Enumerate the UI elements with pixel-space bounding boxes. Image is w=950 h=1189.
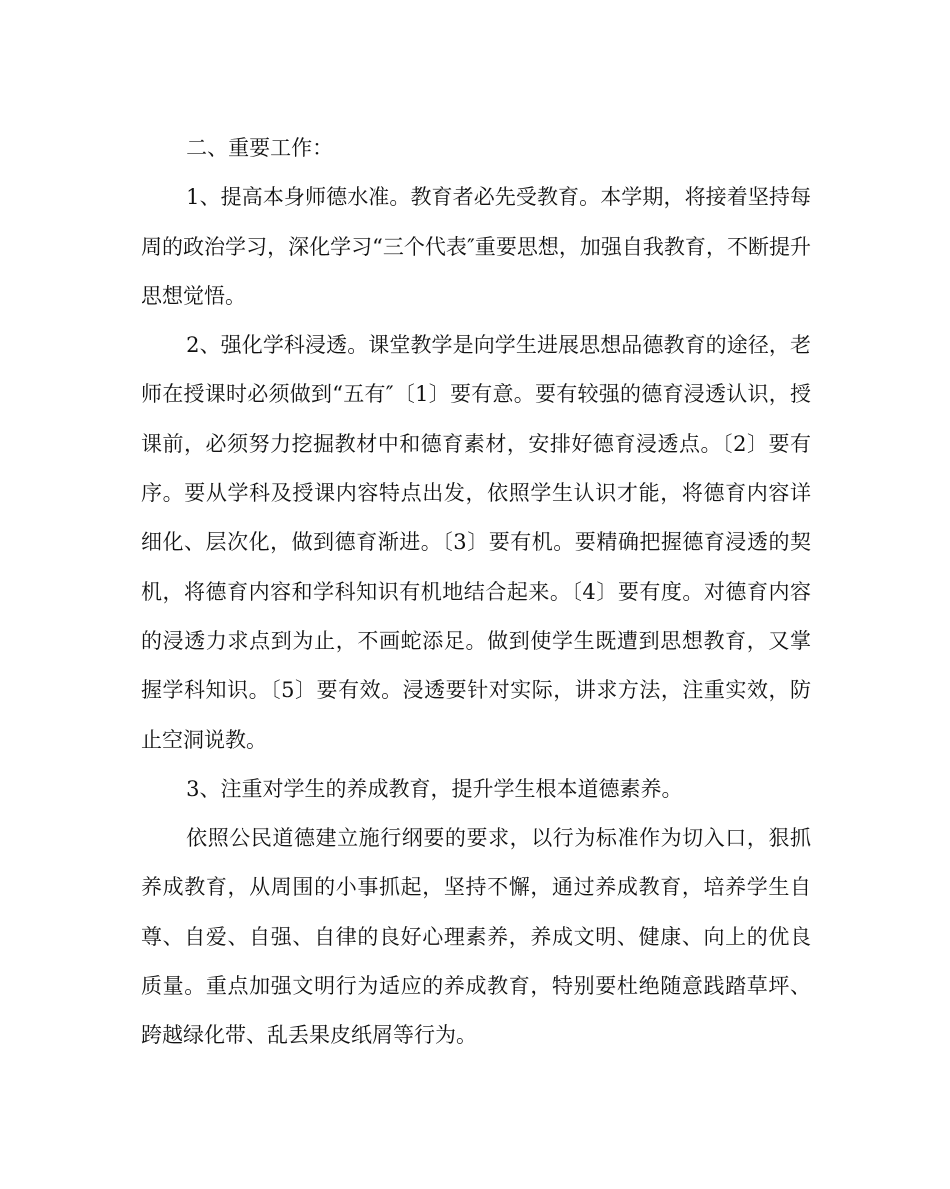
document-body	[141, 124, 811, 1061]
paragraph-item-3-heading: 3、注重对学生的养成教育，提升学生根本道德素养。	[186, 776, 683, 801]
paragraph-item-1: 1、提高本身师德水准。教育者必先受教育。本学期，将接着坚持每周的政治学习，深化学习“三个代表″重要思想，加强自我教育，不断提升思想觉悟。	[141, 185, 811, 308]
paragraph-item-3-body: 依照公民道德建立施行纲要的要求，以行为标准作为切入口，狠抓养成教育，从周围的小事抓起，坚持不懈，通过养成教育，培养学生自尊、自爱、自强、自律的良好心理素养，养成文明、健康、向上的优良质量。重点加强文明行为适应的养成教育，特别要杜绝随意践踏草坪、跨越绿化带、乱丢果皮纸屑等行为。	[141, 826, 811, 1048]
section-heading: 二、重要工作：	[186, 136, 334, 160]
paragraph-item-2: 2、强化学科浸透。课堂教学是向学生进展思想品德教育的途径，老师在授课时必须做到“五有″〔1〕要有意。要有较强的德育浸透认识，授课前，必须努力挖掘教材中和德育素材，安排好德育浸透点。〔2〕要有序。要从学科及授课内容特点出发，依照学生认识才能，将德育内容详细化、层次化，做到德育渐进。〔3〕要有机。要精确把握德育浸透的契机，将德育内容和学科知识有机地结合起来。〔4〕要有度。对德育内容的浸透力求点到为止，不画蛇添足。做到使学生既遭到思想教育，又掌握学科知识。〔5〕要有效。浸透要针对实际，讲求方法，注重实效，防止空洞说教。	[141, 333, 811, 752]
